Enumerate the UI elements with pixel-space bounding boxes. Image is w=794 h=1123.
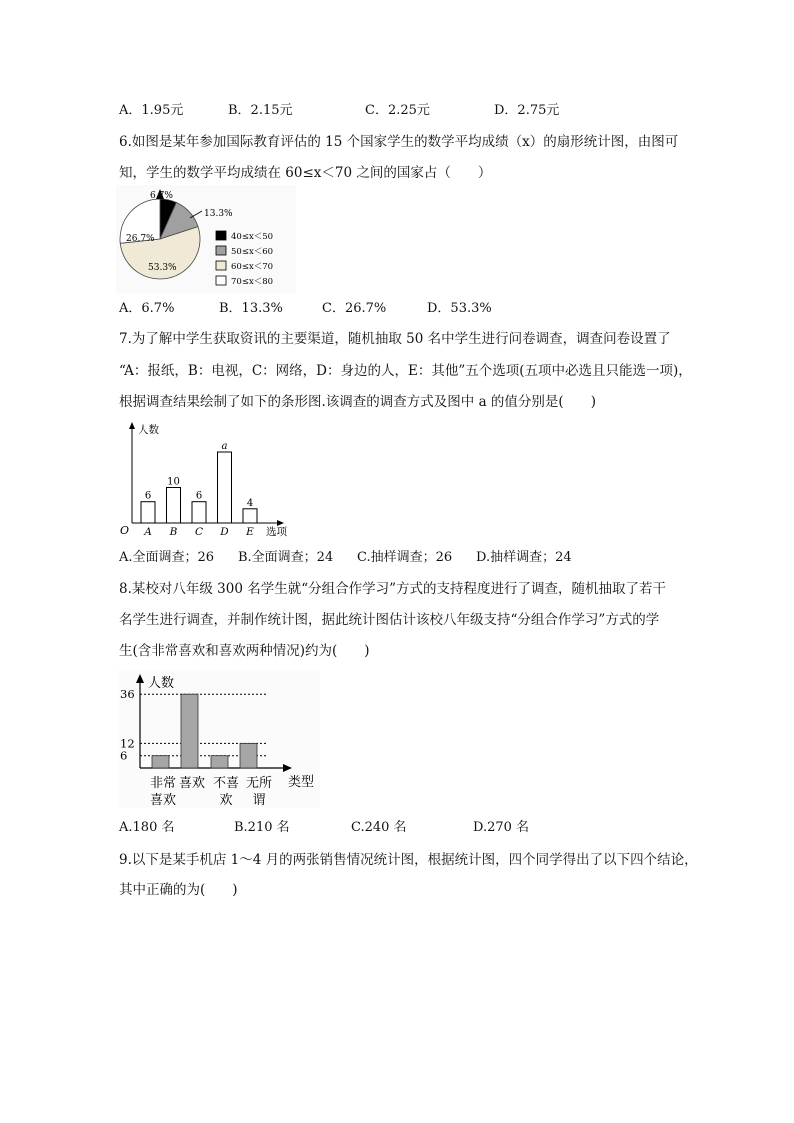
q7-option-c: C.抽样调查；26 <box>357 550 453 565</box>
q8-option-b: B.210 名 <box>234 820 290 835</box>
q7-stem-line2: “A：报纸，B：电视，C：网络，D：身边的人，E：其他”五个选项(五项中必选且只能选一项)， <box>119 363 692 379</box>
q7-y-arrow <box>129 422 135 429</box>
q8-category-label-1-1: 非常 <box>149 776 177 791</box>
q8-category-label-4-2: 谓 <box>252 793 266 808</box>
q8-bar-3 <box>211 756 228 768</box>
q6-option-d: D．53.3% <box>427 301 492 316</box>
q7-origin: O <box>120 524 130 537</box>
q8-bar-2 <box>181 694 198 768</box>
pie-label-1: 6.7% <box>150 191 173 201</box>
q7-ylabel: 人数 <box>138 424 159 436</box>
legend-swatch-2 <box>216 246 226 255</box>
q7-stem-line3: 根据调查结果绘制了如下的条形图.该调查的调查方式及图中 a 的值分别是( ) <box>119 394 596 410</box>
q7-tick-E: E <box>246 526 254 538</box>
q7-stem-line1: 7.为了解中学生获取资讯的主要渠道，随机抽取 50 名中学生进行问卷调查，调查问卷设置了 <box>119 331 671 347</box>
q8-option-d: D.270 名 <box>473 820 530 835</box>
q7-bar-label-D: a <box>221 441 228 452</box>
legend-swatch-1 <box>216 231 226 240</box>
q6-option-c: C．26.7% <box>322 301 387 316</box>
q7-bar-D <box>218 452 232 523</box>
q5-option-c: C．2.25元 <box>365 103 430 118</box>
q7-option-a: A.全面调查；26 <box>119 550 215 565</box>
legend-label-3: 60≤x＜70 <box>231 262 274 272</box>
q8-ytick-36: 36 <box>120 687 135 702</box>
q7-tick-B: B <box>169 526 178 538</box>
q8-category-label-4-1: 无所 <box>245 776 273 791</box>
q7-bar-label-E: 4 <box>246 497 254 509</box>
q8-option-a: A.180 名 <box>119 820 175 835</box>
q7-bar-label-A: 6 <box>144 490 152 502</box>
legend-swatch-3 <box>216 261 226 270</box>
q8-bar-4 <box>240 743 257 768</box>
q8-stem-line1: 8.某校对八年级 300 名学生就“分组合作学习”方式的支持程度进行了调查，随机抽取了若干 <box>119 581 667 597</box>
bar-chart-q8 <box>118 670 320 808</box>
q7-bar-C <box>192 502 206 523</box>
q5-option-b: B．2.15元 <box>228 103 293 118</box>
q7-tick-A: A <box>144 526 152 538</box>
q9-stem-line1: 9.以下是某手机店 1～4 月的两张销售情况统计图，根据统计图，四个同学得出了以下四个结论， <box>119 852 698 868</box>
q7-option-b: B.全面调查；24 <box>238 550 334 565</box>
q8-bar-1 <box>152 756 169 768</box>
pie-label-4: 26.7% <box>126 234 155 244</box>
q7-tick-C: C <box>194 526 204 538</box>
q8-ytick-6: 6 <box>120 748 128 763</box>
q7-bar-A <box>141 502 155 523</box>
q8-ytick-12: 12 <box>120 736 135 751</box>
pie-chart <box>116 185 296 293</box>
q7-xlabel: 选项 <box>266 526 287 538</box>
q7-tick-D: D <box>220 526 229 538</box>
q8-ylabel: 人数 <box>148 676 175 691</box>
q6-option-b: B．13.3% <box>219 301 283 316</box>
q8-xlabel: 类型 <box>288 775 315 790</box>
legend-swatch-4 <box>216 276 226 285</box>
q8-category-label-3-2: 欢 <box>219 793 233 808</box>
q7-bar-B <box>167 488 181 524</box>
q7-option-d: D.抽样调查；24 <box>476 550 572 565</box>
q6-option-a: A．6.7% <box>119 301 175 316</box>
q8-category-label-3-1: 不喜 <box>212 776 240 791</box>
q7-bar-label-C: 6 <box>195 490 203 502</box>
pie-label-2: 13.3% <box>204 209 233 219</box>
legend-label-1: 40≤x＜50 <box>231 232 274 242</box>
legend-label-2: 50≤x＜60 <box>231 247 274 257</box>
q9-stem-line2: 其中正确的为( ) <box>119 882 238 898</box>
q8-stem-line2: 名学生进行调查，并制作统计图，据此统计图估计该校八年级支持“分组合作学习”方式的学 <box>119 612 660 628</box>
q7-bar-label-B: 10 <box>167 476 180 488</box>
legend-label-4: 70≤x＜80 <box>231 277 274 287</box>
q6-stem-line1: 6.如图是某年参加国际教育评估的 15 个国家学生的数学平均成绩（x）的扇形统计图，由图可 <box>119 134 679 150</box>
q5-option-a: A．1.95元 <box>119 103 184 118</box>
q6-stem-line2: 知，学生的数学平均成绩在 60≤x＜70 之间的国家占（ ） <box>119 165 492 181</box>
q8-category-label-2-1: 喜欢 <box>178 776 206 791</box>
q7-bar-E <box>243 509 257 523</box>
bar-chart-q7 <box>116 420 294 542</box>
q8-stem-line3: 生(含非常喜欢和喜欢两种情况)约为( ) <box>119 643 370 659</box>
q8-option-c: C.240 名 <box>351 820 407 835</box>
pie-label-3: 53.3% <box>148 263 177 273</box>
q5-option-d: D．2.75元 <box>494 103 560 118</box>
q8-category-label-1-2: 喜欢 <box>149 793 177 808</box>
